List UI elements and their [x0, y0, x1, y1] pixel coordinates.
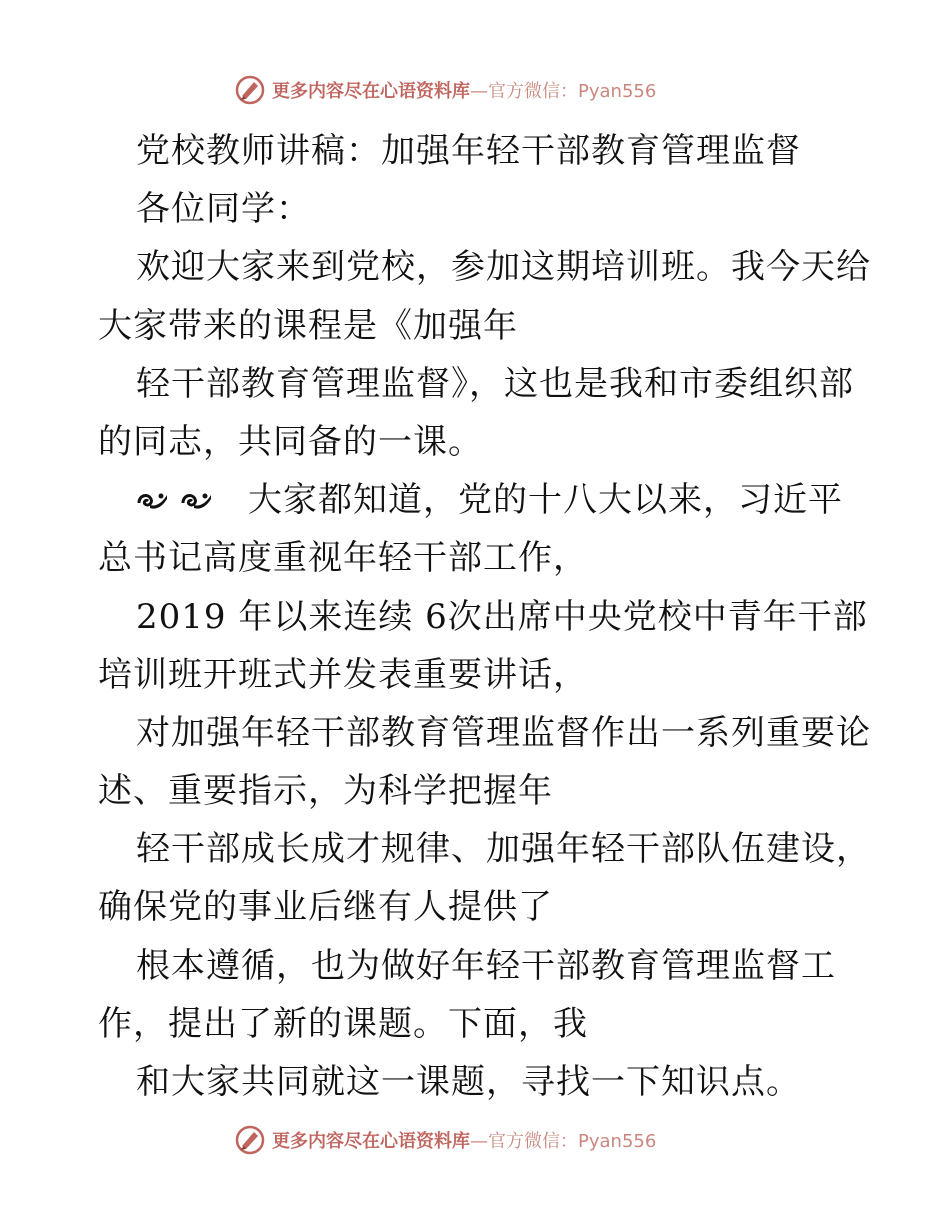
watermark-brand: 更多内容尽在心语资料库	[272, 81, 470, 102]
paragraph-line: 轻干部教育管理监督》，这也是我和市委组织部	[136, 363, 854, 404]
watermark-brand: 更多内容尽在心语资料库	[272, 1131, 470, 1152]
paragraph-line: 根本遵循，也为做好年轻干部教育管理监督工	[136, 945, 836, 986]
paragraph-line: 的同志，共同备的一课。	[98, 421, 483, 462]
paragraph-line-with-ornaments	[98, 471, 858, 529]
document-title: 党校教师讲稿：加强年轻干部教育管理监督	[136, 131, 801, 171]
footer-watermark	[234, 1122, 656, 1158]
brand-logo-icon	[234, 74, 266, 106]
brand-logo-icon	[234, 1124, 266, 1156]
paragraph-line: 和大家共同就这一课题，寻找一下知识点。	[136, 1062, 801, 1102]
paragraph-line: 轻干部成长成才规律、加强年轻干部队伍建设，	[136, 829, 871, 870]
fleuron-ornament-icon	[180, 483, 214, 517]
header-watermark	[234, 72, 656, 108]
paragraph-line: 对加强年轻干部教育管理监督作出一系列重要论	[136, 712, 871, 753]
salutation: 各位同学：	[136, 189, 311, 230]
watermark-contact: 官方微信：Pyan556	[488, 1131, 657, 1152]
paragraph-line: 述、重要指示，为科学把握年	[98, 771, 553, 812]
paragraph-line: 大家带来的课程是《加强年	[98, 305, 518, 346]
paragraph-line-text: 大家都知道，党的十八大以来，习近平	[248, 480, 843, 521]
fleuron-ornament-icon	[136, 483, 170, 517]
paragraph-line: 2019 年以来连续 6次出席中央党校中青年干部	[136, 596, 868, 637]
document-body	[98, 122, 871, 1111]
paragraph-line: 欢迎大家来到党校，参加这期培训班。我今天给	[136, 247, 871, 288]
paragraph-line: 作，提出了新的课题。下面，我	[98, 1003, 588, 1044]
paragraph-line: 培训班开班式并发表重要讲话，	[98, 654, 588, 695]
paragraph-line: 确保党的事业后继有人提供了	[98, 887, 553, 928]
watermark-dash: —	[470, 81, 488, 102]
paragraph-line: 总书记高度重视年轻干部工作，	[98, 538, 588, 579]
watermark-contact: 官方微信：Pyan556	[488, 81, 657, 102]
watermark-dash: —	[470, 1131, 488, 1152]
